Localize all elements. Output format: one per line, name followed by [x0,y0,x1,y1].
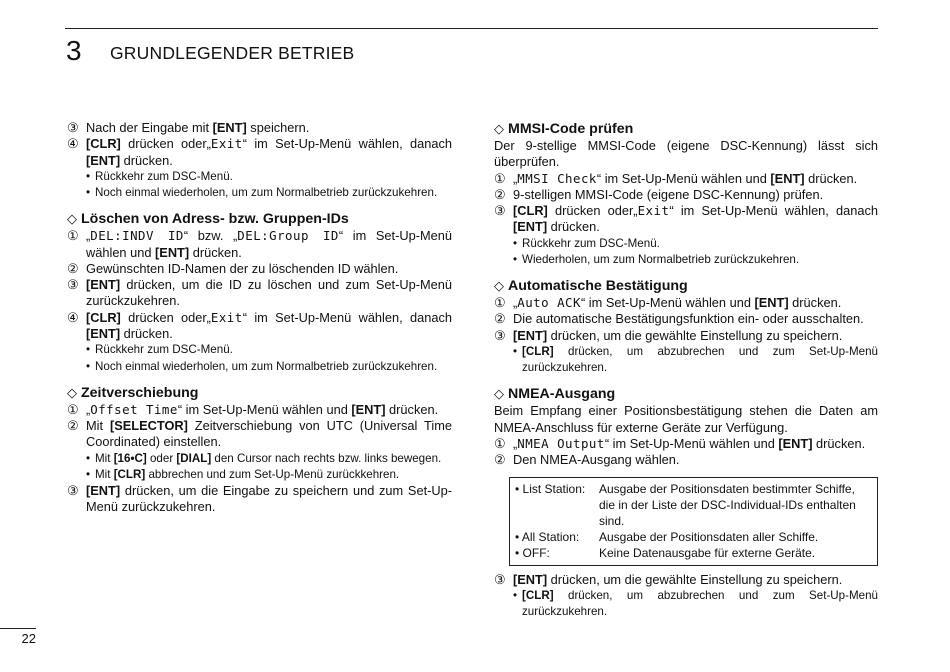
bullet: • [CLR] drücken, um abzubrechen und zum Set-Up-Menü zurückzukehren. [494,588,878,620]
lcd-text: DEL:INDV ID [90,228,184,244]
bullet: • Noch einmal wiederholen, um zum Normalbetrieb zurückzukehren. [67,185,452,201]
step: ④ [CLR] drücken oder„Exit“ im Set-Up-Menü wählen, danach [ENT] drücken. [67,136,452,168]
bullet: • Rückkehr zum DSC-Menü. [494,236,878,252]
bullet: • Noch einmal wiederholen, um zum Normalbetrieb zurückzukehren. [67,359,452,375]
table-row: • All Station: Ausgabe der Positionsdaten aller Schiffe. [515,530,819,545]
step: ③ [ENT] drücken, um die gewählte Einstellung zu speichern. [494,327,843,343]
intro-text: Beim Empfang einer Positionsbestätigung stehen die Daten am NMEA-Anschluss für externe Geräte zur Verfügung. [494,403,878,435]
bullet: • Rückkehr zum DSC-Menü. [67,342,452,358]
left-column [67,120,452,516]
section-heading: ◇ Löschen von Adress- bzw. Gruppen-IDs [67,211,349,228]
table-row: • List Station: Ausgabe der Positionsdaten bestimmter Schiffe, die in der Liste der DSC-Individual-IDs enthalten sind. [515,481,856,529]
step: ④ [CLR] drücken oder„Exit“ im Set-Up-Menü wählen, danach [ENT] drücken. [67,309,452,342]
diamond-icon: ◇ [67,384,77,400]
step: ② Den NMEA-Ausgang wählen. [494,452,680,468]
lcd-text: NMEA Output [517,436,605,452]
bullet: • Mit [16•C] oder [DIAL] den Cursor nach rechts bzw. links bewegen. [67,451,452,467]
lcd-text: Offset Time [90,401,178,417]
lcd-text: Auto ACK [517,295,581,311]
lcd-text: MMSI Check [517,170,597,186]
step: ③ [ENT] drücken, um die gewählte Einstellung zu speichern. [494,571,843,587]
diamond-icon: ◇ [67,211,77,227]
lcd-text: DEL:Group ID [237,228,339,244]
step: ③ [ENT] drücken, um die ID zu löschen und zum Set-Up-Menü zurückzukehren. [67,277,452,309]
step: ① „Auto ACK“ im Set-Up-Menü wählen und [ENT] drücken. [494,295,842,311]
chapter-number: 3 [66,35,82,66]
options-table [509,477,878,566]
diamond-icon: ◇ [494,121,504,136]
bullet: • Wiederholen, um zum Normalbetrieb zurückzukehren. [494,252,878,268]
step: ① „MMSI Check“ im Set-Up-Menü wählen und [ENT] drücken. [494,170,858,186]
step: ① „DEL:INDV ID“ bzw. „DEL:Group ID“ im Set-Up-Menü wählen und [ENT] drücken. [67,228,453,260]
step: ① „NMEA Output“ im Set-Up-Menü wählen und [ENT] drücken. [494,436,866,452]
step: ③ [ENT] drücken, um die Eingabe zu speichern und zum Set-Up-Menü zurückzukehren. [67,483,452,515]
step: ② Mit [SELECTOR] Zeitverschiebung von UTC (Universal Time Coordinated) einstellen. [67,418,452,450]
section-heading: ◇ NMEA-Ausgang [494,386,616,403]
header-rule [65,28,878,29]
step: ① „Offset Time“ im Set-Up-Menü wählen und [ENT] drücken. [67,401,439,417]
chapter-title: GRUNDLEGENDER BETRIEB [110,43,355,63]
lcd-text: Exit [637,203,670,219]
bullet: • Rückkehr zum DSC-Menü. [67,169,452,185]
bullet: • [CLR] drücken, um abzubrechen und zum Set-Up-Menü zurückzukehren. [494,344,878,376]
intro-text: Der 9-stellige MMSI-Code (eigene DSC-Kennung) lässt sich überprüfen. [494,138,878,170]
section-heading: ◇ Zeitverschiebung [67,384,199,401]
section-heading: ◇ Automatische Bestätigung [494,278,688,295]
lcd-text: Exit [210,136,243,152]
step: ② Gewünschten ID-Namen der zu löschenden ID wählen. [67,260,399,276]
step: ② Die automatische Bestätigungsfunktion ein- oder ausschalten. [494,311,864,327]
page-number: 22 [0,628,36,646]
right-column [494,120,878,620]
lcd-text: Exit [210,309,243,325]
diamond-icon: ◇ [494,386,504,402]
table-row: • OFF: Keine Datenausgabe für externe Geräte. [515,546,816,561]
diamond-icon: ◇ [494,278,504,294]
bullet: • Mit [CLR] abbrechen und zum Set-Up-Menü zurückkehren. [67,467,452,483]
step: ③ Nach der Eingabe mit [ENT] speichern. [67,120,310,135]
section-heading: ◇ MMSI-Code prüfen [494,121,634,137]
step: ③ [CLR] drücken oder„Exit“ im Set-Up-Menü wählen, danach [ENT] drücken. [494,203,879,235]
step: ② 9-stelligen MMSI-Code (eigene DSC-Kennung) prüfen. [494,186,824,202]
